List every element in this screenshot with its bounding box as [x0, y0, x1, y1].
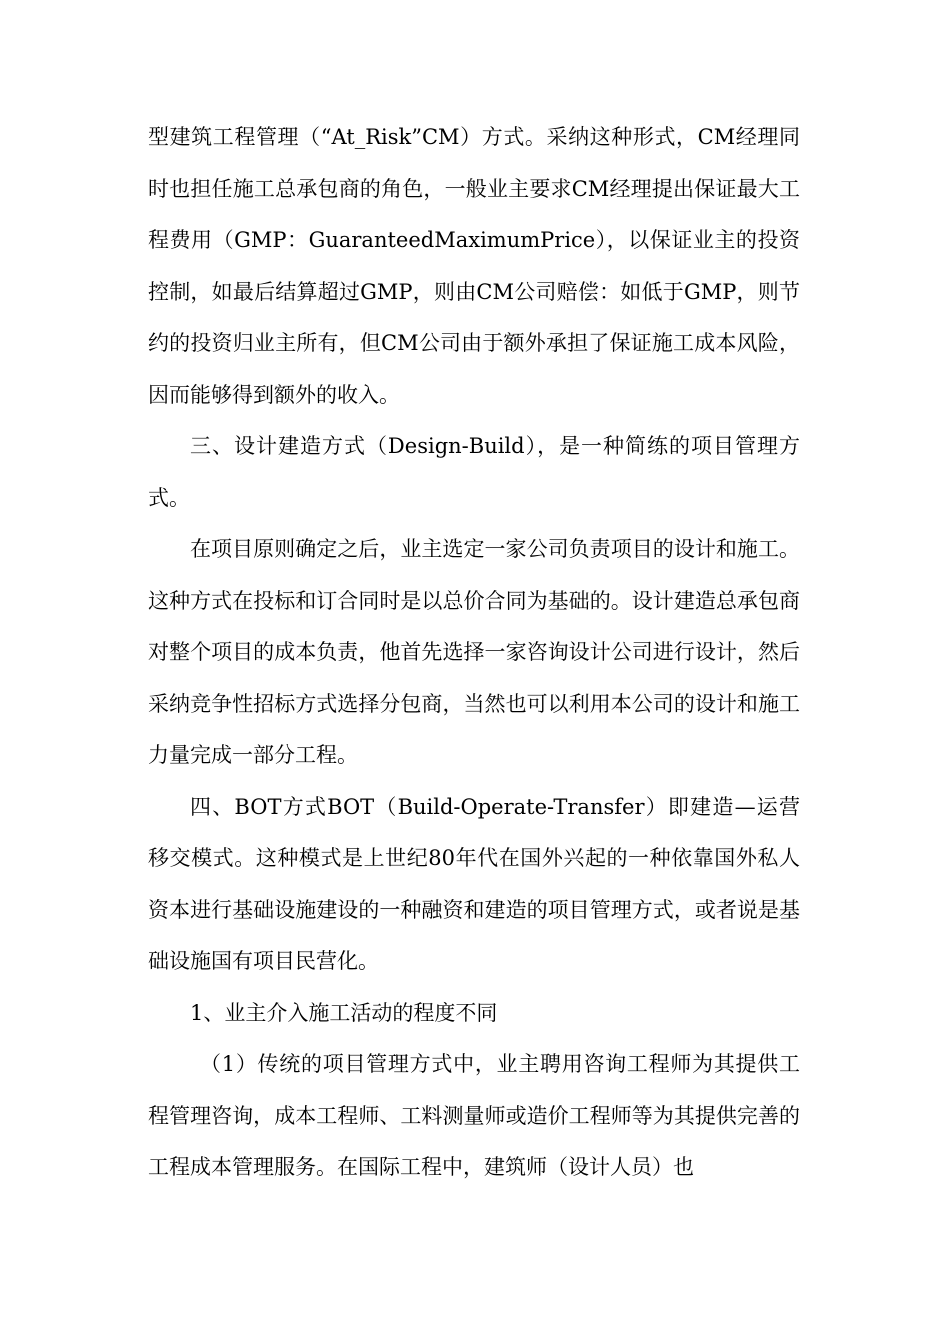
paragraph-traditional-management: （1）传统的项目管理方式中，业主聘用咨询工程师为其提供工程管理咨询，成本工程师、工料测量师或造价工程师等为其提供完善的工程成本管理服务。在国际工程中，建筑师（设计人员）也 [148, 1052, 800, 1179]
paragraph-design-build-detail: 在项目原则确定之后，业主选定一家公司负责项目的设计和施工。这种方式在投标和订合同时是以总价合同为基础的。设计建造总承包商对整个项目的成本负责，他首先选择一家咨询设计公司进行设计，然后采纳竞争性招标方式选择分包商，当然也可以利用本公司的设计和施工力量完成一部分工程。 [148, 537, 800, 767]
document-body [148, 112, 800, 1194]
paragraph-design-build: 三、设计建造方式（Design-Build），是一种简练的项目管理方式。 [148, 434, 800, 510]
paragraph-cm-at-risk: 型建筑工程管理（“At_Risk”CM）方式。采纳这种形式，CM经理同时也担任施工总承包商的角色，一般业主要求CM经理提出保证最大工程费用（GMP：GuaranteedMaximumPrice），以保证业主的投资控制，如最后结算超过GMP，则由CM公司赔偿：如低于GMP，则节约的投资归业主所有，但CM公司由于额外承担了保证施工成本风险，因而能够得到额外的收入。 [148, 125, 800, 407]
paragraph-bot: 四、BOT方式BOT（Build-Operate-Transfer）即建造—运营移交模式。这种模式是上世纪80年代在国外兴起的一种依靠国外私人资本进行基础设施建设的一种融资和建造的项目管理方式，或者说是基础设施国有项目民营化。 [148, 794, 800, 973]
section-heading-owner-involvement: 1、业主介入施工活动的程度不同 [190, 1000, 498, 1025]
